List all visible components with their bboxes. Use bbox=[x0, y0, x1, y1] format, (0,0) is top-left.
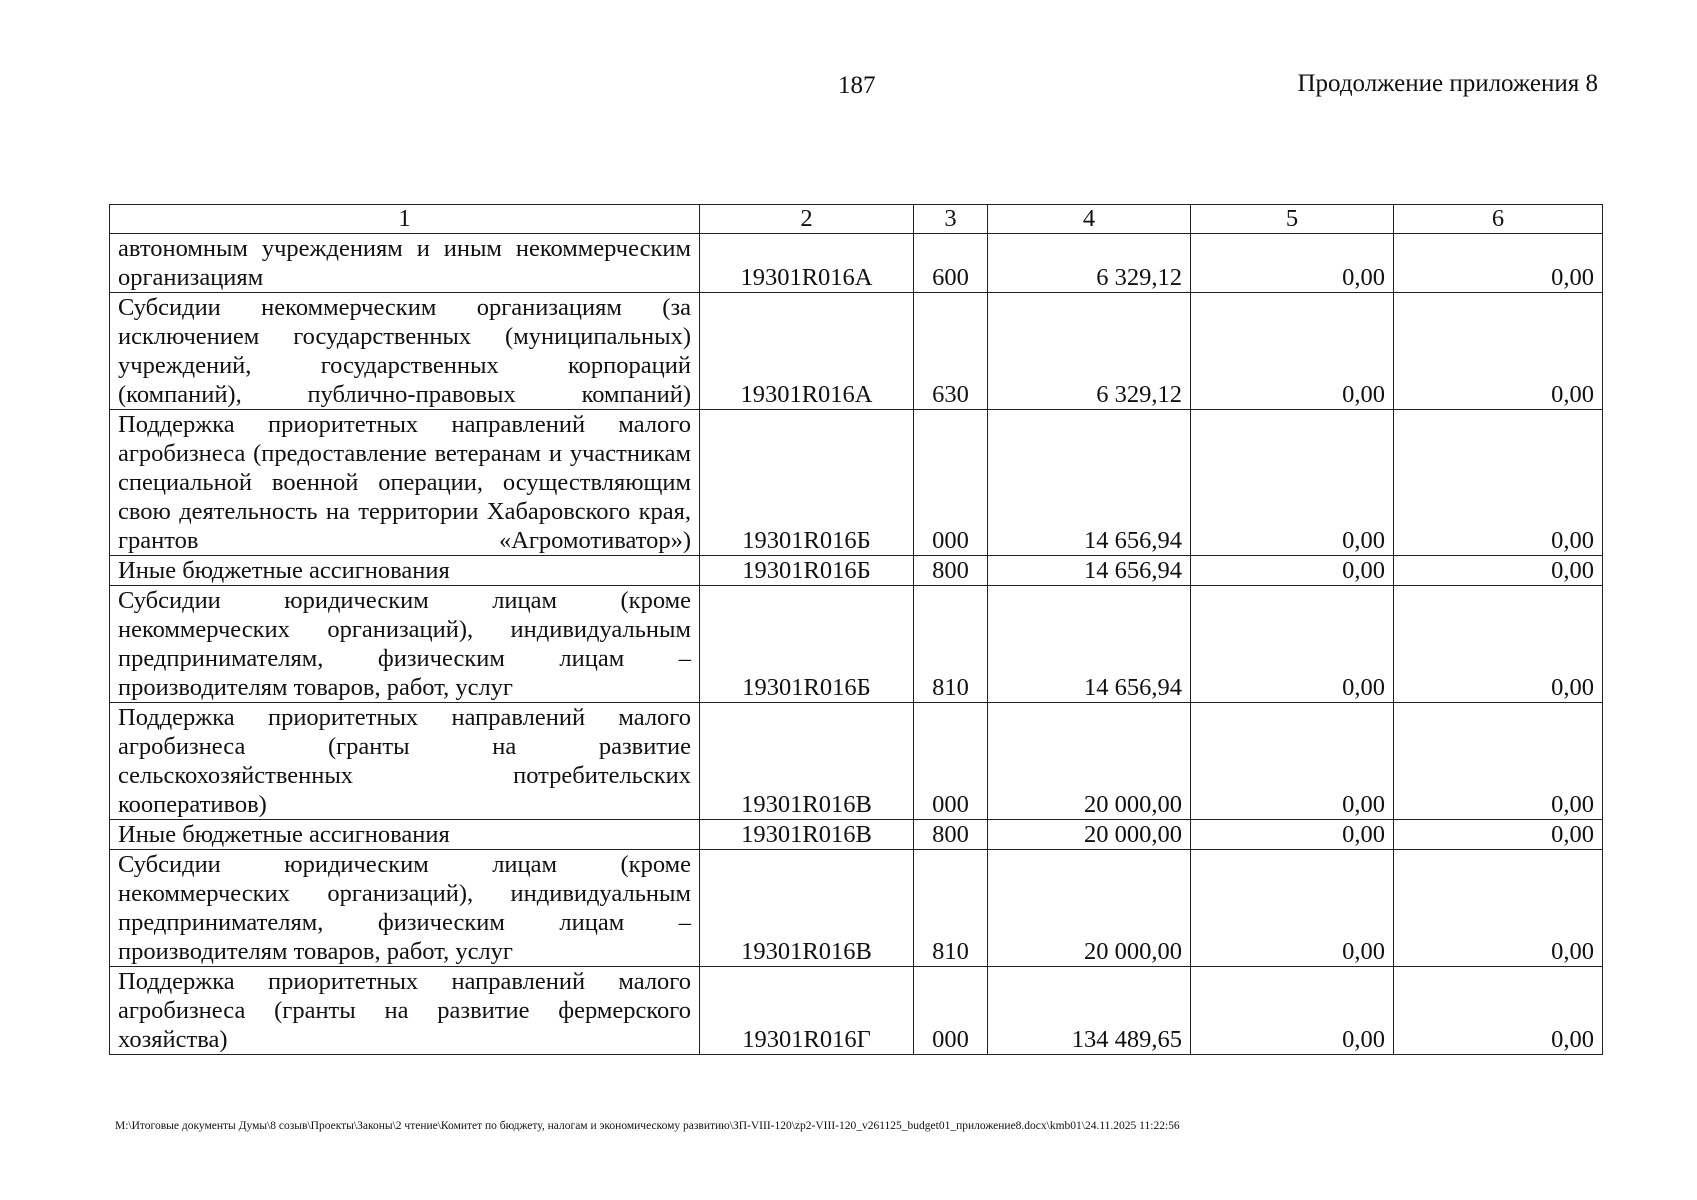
row-target-code: 19301R016Б bbox=[700, 586, 914, 703]
row-target-code: 19301R016В bbox=[700, 703, 914, 820]
appendix-continuation-title: Продолжение приложения 8 bbox=[1297, 70, 1598, 97]
row-amount-col5: 0,00 bbox=[1191, 820, 1394, 850]
row-amount-col6: 0,00 bbox=[1394, 703, 1603, 820]
table-row bbox=[110, 410, 1603, 556]
row-amount-col4: 20 000,00 bbox=[988, 820, 1191, 850]
row-target-code: 19301R016А bbox=[700, 293, 914, 410]
row-expense-type: 000 bbox=[914, 703, 988, 820]
column-header: 2 bbox=[700, 205, 914, 234]
table-row bbox=[110, 234, 1603, 293]
row-amount-col4: 14 656,94 bbox=[988, 410, 1191, 556]
column-header: 1 bbox=[110, 205, 700, 234]
row-expense-type: 600 bbox=[914, 234, 988, 293]
row-amount-col5: 0,00 bbox=[1191, 850, 1394, 967]
row-target-code: 19301R016Б bbox=[700, 410, 914, 556]
row-amount-col6: 0,00 bbox=[1394, 410, 1603, 556]
row-expense-type: 000 bbox=[914, 410, 988, 556]
table-row bbox=[110, 586, 1603, 703]
row-amount-col4: 6 329,12 bbox=[988, 234, 1191, 293]
row-amount-col4: 20 000,00 bbox=[988, 850, 1191, 967]
row-amount-col6: 0,00 bbox=[1394, 234, 1603, 293]
row-amount-col5: 0,00 bbox=[1191, 586, 1394, 703]
row-expense-type: 800 bbox=[914, 556, 988, 586]
table-row bbox=[110, 556, 1603, 586]
row-expense-type: 810 bbox=[914, 850, 988, 967]
row-name: Субсидии некоммерческим организациям (за исключением государственных (муниципальных) учреждений, государственных корпораций (компаний), публично-правовых компаний) bbox=[110, 293, 700, 410]
row-amount-col5: 0,00 bbox=[1191, 556, 1394, 586]
row-target-code: 19301R016В bbox=[700, 850, 914, 967]
row-expense-type: 800 bbox=[914, 820, 988, 850]
row-target-code: 19301R016В bbox=[700, 820, 914, 850]
column-header: 5 bbox=[1191, 205, 1394, 234]
row-name: Поддержка приоритетных направлений малого агробизнеса (предоставление ветеранам и участникам специальной военной операции, осуществляющим свою деятельность на территории Хабаровского края, грантов «Агромотиватор») bbox=[110, 410, 700, 556]
row-expense-type: 810 bbox=[914, 586, 988, 703]
row-amount-col5: 0,00 bbox=[1191, 967, 1394, 1055]
row-amount-col4: 14 656,94 bbox=[988, 556, 1191, 586]
row-amount-col5: 0,00 bbox=[1191, 703, 1394, 820]
row-amount-col6: 0,00 bbox=[1394, 586, 1603, 703]
row-amount-col5: 0,00 bbox=[1191, 410, 1394, 556]
column-header: 4 bbox=[988, 205, 1191, 234]
row-target-code: 19301R016Б bbox=[700, 556, 914, 586]
row-amount-col4: 6 329,12 bbox=[988, 293, 1191, 410]
column-number-row bbox=[110, 205, 1603, 234]
page-number: 187 bbox=[838, 72, 876, 99]
table-row bbox=[110, 820, 1603, 850]
row-amount-col4: 14 656,94 bbox=[988, 586, 1191, 703]
row-amount-col6: 0,00 bbox=[1394, 293, 1603, 410]
row-amount-col6: 0,00 bbox=[1394, 850, 1603, 967]
row-amount-col4: 20 000,00 bbox=[988, 703, 1191, 820]
row-amount-col5: 0,00 bbox=[1191, 293, 1394, 410]
row-name: Иные бюджетные ассигнования bbox=[110, 556, 700, 586]
row-target-code: 19301R016А bbox=[700, 234, 914, 293]
row-name: Поддержка приоритетных направлений малого агробизнеса (гранты на развитие сельскохозяйственных потребительских кооперативов) bbox=[110, 703, 700, 820]
row-target-code: 19301R016Г bbox=[700, 967, 914, 1055]
row-name: Иные бюджетные ассигнования bbox=[110, 820, 700, 850]
budget-table bbox=[109, 204, 1603, 1055]
row-amount-col6: 0,00 bbox=[1394, 967, 1603, 1055]
document-file-path: M:\Итоговые документы Думы\8 созыв\Проекты\Законы\2 чтение\Комитет по бюджету, налогам и экономическому развитию\ЗП-VIII-120\zp2-VIII-120_v261125_budget01_приложение8.docx\kmb01\24.11.2025 11:22:56 bbox=[115, 1120, 1180, 1132]
row-amount-col4: 134 489,65 bbox=[988, 967, 1191, 1055]
table-row bbox=[110, 850, 1603, 967]
row-amount-col5: 0,00 bbox=[1191, 234, 1394, 293]
column-header: 3 bbox=[914, 205, 988, 234]
table-row bbox=[110, 967, 1603, 1055]
table-row bbox=[110, 293, 1603, 410]
row-expense-type: 630 bbox=[914, 293, 988, 410]
row-amount-col6: 0,00 bbox=[1394, 556, 1603, 586]
row-amount-col6: 0,00 bbox=[1394, 820, 1603, 850]
row-name: Субсидии юридическим лицам (кроме некоммерческих организаций), индивидуальным предпринимателям, физическим лицам – производителям товаров, работ, услуг bbox=[110, 850, 700, 967]
column-header: 6 bbox=[1394, 205, 1603, 234]
row-name: Поддержка приоритетных направлений малого агробизнеса (гранты на развитие фермерского хозяйства) bbox=[110, 967, 700, 1055]
row-name: Субсидии юридическим лицам (кроме некоммерческих организаций), индивидуальным предпринимателям, физическим лицам – производителям товаров, работ, услуг bbox=[110, 586, 700, 703]
row-expense-type: 000 bbox=[914, 967, 988, 1055]
table-row bbox=[110, 703, 1603, 820]
row-name: автономным учреждениям и иным некоммерческим организациям bbox=[110, 234, 700, 293]
